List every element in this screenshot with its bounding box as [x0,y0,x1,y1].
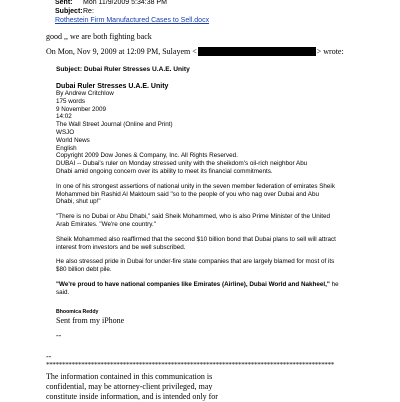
disclaimer [46,372,218,402]
meta-line: WSJO [56,128,75,136]
paragraph-line: He also stressed pride in Dubai for under-fire state companies that are largely blamed for most of its [56,258,335,266]
paragraph-6 [56,281,339,297]
paragraph-line: Sheik Mohammed also reaffirmed that the second $10 billion bond that Dubai plans to sell will attract [56,235,336,243]
paragraph-line: Arab Emirates. "We're one country." [56,220,156,228]
paragraph-4 [56,236,339,252]
forwarded-subject-label: Subject: [56,66,83,73]
quote-tail: he [329,280,339,288]
redaction-box [198,47,316,56]
meta-line: Copyright 2009 Dow Jones & Company, Inc. All Rights Reserved. [56,152,238,160]
meta-line: World News [56,136,90,144]
paragraph-line: Mohammed bin Rashid Al Maktoum said "so to the people of you who nag over Dubai and Abu [56,190,320,198]
forwarded-subject [56,66,190,73]
paragraph-line: DUBAI -- Dubai's ruler on Monday stressed unity with the sheikdom's oil-rich neighbor Abu [56,160,308,168]
meta-line: 175 words [56,97,86,105]
paragraph-5 [56,258,339,274]
disclaimer-line: constitute inside information, and is intended only for [46,392,218,401]
quote-intro [46,47,344,56]
subject-value: Re: [83,8,94,15]
sent-from-line: Sent from my iPhone [56,316,125,325]
quote-bold: "We're proud to have national companies like Emirates (Airline), Dubai World and Nakheel," [56,280,330,288]
paragraph-line: $80 billion debt pile. [56,266,112,274]
paragraph-line: "There is no Dubai or Abu Dhabi," said Sheik Mohammed, who is also Prime Minister of the United [56,213,330,221]
paragraph-line: interest from investors and be well subscribed. [56,243,186,251]
paragraph-line [56,281,339,289]
paragraph-line: said. [56,288,70,296]
sent-value: Mon 11/9/2009 5:34:38 PM [83,0,167,6]
article-title: Dubai Ruler Stresses U.A.E. Unity [56,83,169,90]
meta-line: By Andrew Critchlow [56,90,114,97]
forwarded-subject-value: Dubai Ruler Stresses U.A.E. Unity [83,66,190,73]
disclaimer-line: confidential, may be attorney-client privileged, may [46,382,213,391]
attachment-link[interactable]: Rothestein Firm Manufactured Cases to Sell.docx [55,17,210,24]
attachment-row[interactable] [55,16,209,25]
sent-label: Sent: [55,0,73,6]
dash-line-1: -- [56,331,62,340]
reply-text: good ,, we are both fighting back [46,32,152,41]
meta-line: English [56,144,77,152]
paragraph-line: In one of his strongest assertions of national unity in the seven member federation of emirates Sheik [56,182,335,190]
sent-row [55,0,167,7]
article [56,83,339,297]
meta-line: The Wall Street Journal (Online and Print) [56,121,173,129]
meta-line: 14:02 [56,113,72,121]
paragraph-line: Dhabi amid ongoing concern over its ability to meet its financial commitments. [56,167,273,175]
signature-name: Bhoomica Reddy [56,309,99,315]
paragraph-1 [56,160,339,176]
paragraph-line: Dhabi, shut up!" [56,198,101,206]
paragraph-3 [56,213,339,229]
paragraph-2 [56,183,339,206]
subject-row [55,7,94,16]
separator-stars: ****************************************************************************************** [46,361,335,369]
article-meta [56,90,339,160]
quote-intro-before: On Mon, Nov 9, 2009 at 12:09 PM, Sulayem < [46,47,197,56]
dash-line-2: -- [46,352,52,361]
quote-intro-after: > wrote: [316,47,344,56]
meta-line: 9 November 2009 [56,105,107,113]
subject-label: Subject: [55,8,83,15]
disclaimer-line: The information contained in this communication is [46,372,213,381]
